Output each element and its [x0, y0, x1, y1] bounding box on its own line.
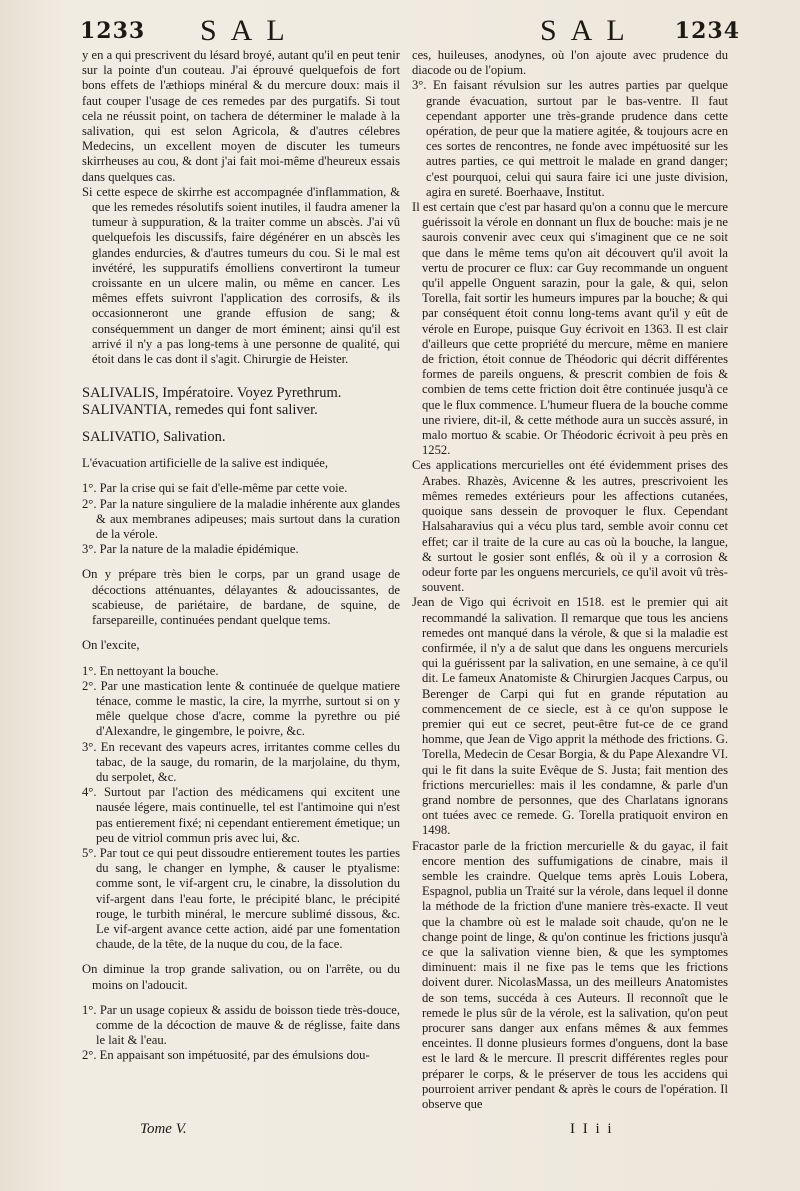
paragraph: Si cette espece de skirrhe est accompagnée d'inflammation, & que les remedes résolutifs soient inutiles, il faudra amener la tumeur à suppuration, & la traiter comme un abscès. J'ai vû quelquefois les discussifs, faire dégénérer en un abscès les glandes endurcies, & d'autres tumeurs du cou. Si le mal est invétéré, les suppuratifs émolliens convertiront la tumeur croissante en un ulcere malin, ou même en cancer. Les mêmes effets suivront l'application des corrosifs, & ils occasionneront une grande effusion de sang; & conséquemment un danger de mort éminent; ainsi qu'il est arrivé il n'y a pas long-tems à une personne de qualité, qui étoit dans le cas dont il s'agit. Chirurgie de Heister.	[82, 184, 400, 367]
left-text-column	[82, 48, 400, 1064]
spacer	[82, 628, 400, 638]
left-page-number: 1233	[80, 18, 146, 44]
paragraph: On l'excite,	[82, 638, 140, 653]
paragraph: Fracastor parle de la friction mercurielle & du gayac, il fait encore mention des suffumigations de cinabre, mais il semble les craindre. Quelque tems après Louis Lobera, Espagnol, publia un Traité sur la vérole, dans lequel il donne la méthode de la friction d'une maniere très-exacte. Il veut que la chambre où est le malade soit chaude, qu'on ne le change point de linge, & qu'on continue les frictions jusqu'à ce que la salivation vienne bien, & que les symptomes diminuent: mais il ne fixe pas le tems que les frictions doivent durer. NicolasMassa, un des meilleurs Anatomistes de son tems, succéda à ces Auteurs. Il reconnoît que le remede le plus sûr de la vérole, est la salivation, qu'on peut procurer sans danger aux enfans mêmes & aux femmes enceintes. Il donne plusieurs formes d'onguens, dont la base est le lard & le mercure. Il prescrit différentes regles pour préparer le corps, & le préserver de tous les accidens qui pourroient arriver pendant & après le cours de l'opération. Il observe que	[412, 838, 728, 1112]
spacer	[82, 993, 400, 1003]
numbered-paragraph: 1°. En nettoyant la bouche.	[82, 663, 219, 678]
paragraph: Ces applications mercurielles ont été évidemment prises des Arabes. Rhazès, Avicenne & les autres, prescrivoient les mêmes remedes extérieurs pour les affections cutanées, quoique sans dessein de provoquer le flux. Cependant Halsaharavius qui a vécu plus tard, semble avoir connu cet effet; car il traite de la cure au cas où la bouche, la langue, & surtout le gosier sont enflés, & où il y a corrosion & odeur forte par les onguens mercuriels, ce qu'il avoit vû très-souvent.	[412, 458, 728, 595]
numbered-paragraph: 3°. En faisant révulsion sur les autres parties par quelque grande évacuation, surtout par le bas-ventre. Il faut cependant apporter une très-grande prudence dans cette opération, de peur que la matiere agitée, & toujours acre en ces sortes de rencontres, ne fonde avec impétuosité sur les autres parties, ce qui mettroit le malade en grand danger; c'est pourquoi, celui qui saura faire ici une juste division, agira en sureté. Boerhaave, Institut.	[412, 78, 728, 199]
numbered-paragraph: 4°. Surtout par l'action des médicamens qui excitent une nausée légere, mais continuelle, tel est l'antimoine qui n'est pas entierement fixé; ni cependant entierement émetique; un peu de vitriol commun pris avec lui, &c.	[82, 785, 400, 845]
numbered-paragraph: 3°. Par la nature de la maladie épidémique.	[82, 542, 299, 557]
entry-heading: SALIVANTIA, remedes qui font saliver.	[82, 402, 318, 419]
spacer	[82, 419, 400, 429]
entry-heading: SALIVALIS, Impératoire. Voyez Pyrethrum.	[82, 385, 342, 402]
numbered-paragraph: 2°. Par une mastication lente & continuée de quelque matiere ténace, comme le mastic, la cire, la myrrhe, surtout si on y mêle quelque chose d'acre, comme la pyrethre ou pié d'Alexandre, le gingembre, le poivre, &c.	[82, 678, 400, 739]
right-running-title: SAL	[540, 14, 639, 47]
right-text-column	[412, 48, 728, 1112]
spacer	[82, 654, 400, 664]
spacer	[82, 952, 400, 962]
spacer	[82, 446, 400, 456]
numbered-paragraph: 3°. En recevant des vapeurs acres, irritantes comme celles du tabac, de la sauge, du romarin, de la marjolaine, du thym, du serpolet, &c.	[82, 739, 400, 784]
paragraph: y en a qui prescrivent du lésard broyé, autant qu'il en peut tenir sur la pointe d'un couteau. J'ai éprouvé quelquefois de fort bons effets de l'æthiops minéral & du mercure doux: mais il faut couper l'usage de ces remedes par des purgatifs. Si tout cela ne réussit point, on tachera de déterminer le malade à la salivation, qui est selon Agricola, & d'autres célebres Medecins, un excellent moyen de discuter les tumeurs skirrheuses au cou, & dont j'ai fait moi-même d'heureux essais dans quelques cas.	[82, 48, 400, 184]
spacer	[82, 557, 400, 567]
right-page-number: 1234	[674, 18, 740, 44]
gathering-signature: I I i i	[570, 1121, 614, 1137]
spacer	[82, 367, 400, 385]
numbered-paragraph: 2°. Par la nature singuliere de la maladie inhérente aux glandes & aux membranes adipeuses; mais surtout dans la curation de la vérole.	[82, 496, 400, 542]
numbered-paragraph: 5°. Par tout ce qui peut dissoudre entierement toutes les parties du sang, le changer en lymphe, & causer le ptyalisme: comme sont, le vif-argent cru, le cinabre, la dissolution du vif-argent dans l'eau forte, le précipité blanc, le précipité rouge, le turbith minéral, le mercure sublimé dissous, &c. Le vif-argent avance cette action, aidé par une fomentation chaude, de la tête, de la nuque du cou, de la face.	[82, 845, 400, 952]
entry-heading: SALIVATIO, Salivation.	[82, 429, 226, 446]
paragraph: On y prépare très bien le corps, par un grand usage de décoctions atténuantes, délayantes & adoucissantes, de scabieuse, de pariétaire, de bardane, de squine, de farsepareille, continuées pendant quelque tems.	[82, 567, 400, 628]
paragraph: ces, huileuses, anodynes, où l'on ajoute avec prudence du diacode ou de l'opium.	[412, 48, 728, 78]
page-header	[70, 14, 740, 48]
left-running-title: SAL	[200, 14, 299, 47]
numbered-paragraph: 1°. Par un usage copieux & assidu de boisson tiede très-douce, comme de la décoction de mauve & de réglisse, faite dans le lait & l'eau.	[82, 1002, 400, 1048]
numbered-paragraph: 2°. En appaisant son impétuosité, par des émulsions dou-	[82, 1048, 370, 1063]
spacer	[82, 471, 400, 481]
paragraph: On diminue la trop grande salivation, ou on l'arrête, ou du moins on l'adoucit.	[82, 962, 400, 992]
paragraph: Jean de Vigo qui écrivoit en 1518. est le premier qui ait recommandé la salivation. Il remarque que tous les anciens remedes ont manqué dans la vérole, & que si la maladie est confirmée, il n'y a de salut que dans les onguens mercuriels qui la guérissent par la salivation, en une semaine, à ce qu'il dit. Le fameux Anatomiste & Chirurgien Jacques Carpus, ou Berenger de Carpi qui fut en grande réputation au commencement de ce siecle, est à ce qu'on suppose le premier qui eut ce secret, peut-être fut-ce de ce grand homme, que Jean de Vigo apprit la méthode des frictions. G. Torella, Medecin de Cesar Borgia, & du Pape Alexandre VI. qui le fit dans la suite Evêque de S. Justa; fait mention des frictions mercurielles: mais il les condamne, & parle d'un grand nombre de personnes, que des Charlatans ignorans ont tuées avec ce remede. G. Torella pratiquoit environ en 1498.	[412, 595, 728, 838]
volume-signature: Tome V.	[140, 1121, 187, 1137]
numbered-paragraph: 1°. Par la crise qui se fait d'elle-même par cette voie.	[82, 481, 348, 496]
paragraph: L'évacuation artificielle de la salive est indiquée,	[82, 456, 328, 471]
paragraph: Il est certain que c'est par hasard qu'on a connu que le mercure guérissoit la vérole en donnant un flux de bouche: mais je ne saurois convenir avec ceux qui s'imaginent que ce ne soit que dans le même tems qu'on ait découvert qu'il avoit la vertu de procurer ce flux: car Guy recommande un onguent qu'il appelle Onguent sarazin, pour la gale, & qui, selon Torella, fait sortir les humeurs impures par la bouche; & qui par conséquent étoit connu long-tems avant qu'il y eût de vérole en Europe, puisque Guy écrivoit en 1363. Il est clair d'ailleurs que cette propriété du mercure, même en maniere de friction, étoit connue de Théodoric qui décrit différentes formes de pareils onguens, & prescrit combien de fois & combien de tems cette friction doit être continuée jusqu'à ce que le flux commence. L'humeur fluera de la bouche comme une riviere, dit-il, & cette méthode aura un succès assuré, in malo mortuo & scabie. Or Théodoric écrivoit à peu près en 1252.	[412, 200, 729, 458]
